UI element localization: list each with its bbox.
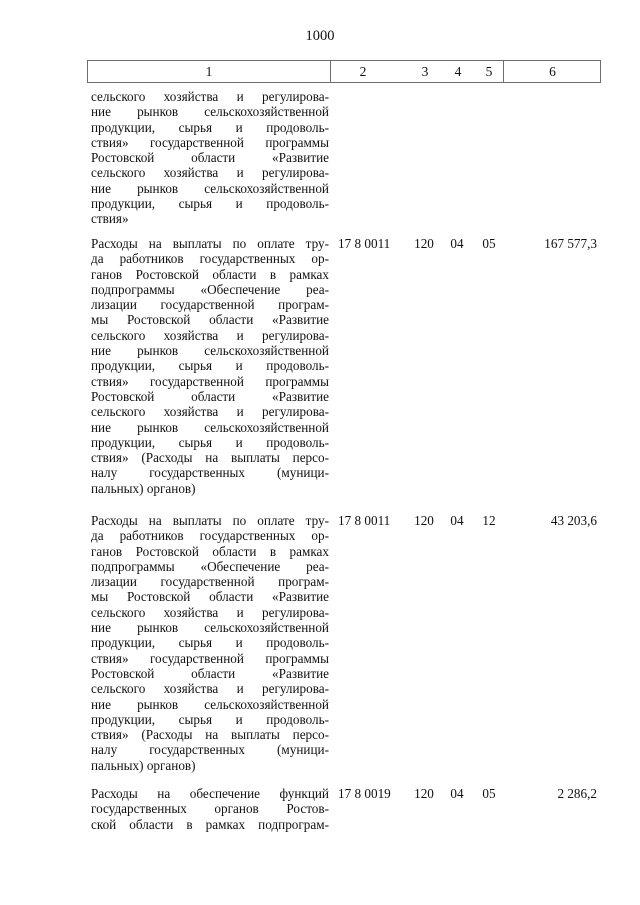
- cell-vr: 120: [414, 513, 434, 528]
- cell-rz: 04: [450, 236, 464, 251]
- description-line: лизации государственной програм-: [91, 574, 329, 590]
- cell-pr: 05: [482, 786, 496, 801]
- description-line: ние рынков сельскохозяйственной: [91, 104, 329, 120]
- description-line: продукции, сырья и продоволь-: [91, 434, 329, 450]
- description-line: ние рынков сельскохозяйственной: [91, 180, 329, 196]
- table-header: [87, 60, 601, 83]
- description-line: Ростовской области «Развитие: [91, 150, 329, 166]
- cell-code: [338, 89, 403, 104]
- description-line: ствия» (Расходы на выплаты персо-: [91, 450, 329, 466]
- cell-rz: 04: [450, 786, 464, 801]
- description-line: продукции, сырья и продоволь-: [91, 196, 329, 212]
- cell-rz: 04: [450, 513, 464, 528]
- description-line: ние рынков сельскохозяйственной: [91, 419, 329, 435]
- column-header-5: 5: [485, 64, 493, 79]
- row-description: [91, 786, 329, 832]
- cell-pr: 05: [482, 236, 496, 251]
- description-line: ствия» (Расходы на выплаты персо-: [91, 727, 329, 743]
- cell-code: 17 8 0011: [338, 236, 391, 251]
- description-line: да работников государственных ор-: [91, 528, 329, 544]
- description-line: подпрограммы «Обеспечение реа-: [91, 558, 329, 574]
- description-line: лизации государственной програм-: [91, 297, 329, 313]
- description-line: Расходы на выплаты по оплате тру-: [91, 236, 329, 251]
- cell-sum: 2 286,2: [557, 786, 597, 801]
- description-line: продукции, сырья и продоволь-: [91, 711, 329, 727]
- cell-sum: 167 577,3: [544, 236, 597, 251]
- description-line: продукции, сырья и продоволь-: [91, 358, 329, 374]
- description-line: государственных органов Ростов-: [91, 801, 329, 817]
- description-line: ствия» государственной программы: [91, 134, 329, 150]
- description-line: продукции, сырья и продоволь-: [91, 119, 329, 135]
- description-line: Расходы на обеспечение функций: [91, 786, 329, 801]
- description-line: сельского хозяйства и регулирова-: [91, 89, 329, 104]
- description-line: Ростовской области «Развитие: [91, 388, 329, 404]
- cell-vr: 120: [414, 786, 434, 801]
- cell-sum: [507, 89, 597, 104]
- description-line: ние рынков сельскохозяйственной: [91, 620, 329, 636]
- cell-pr: 12: [482, 513, 496, 528]
- row-description: [91, 513, 329, 773]
- cell-code: 17 8 0011: [338, 513, 391, 528]
- description-line: ние рынков сельскохозяйственной: [91, 343, 329, 359]
- cell-vr: [409, 89, 439, 104]
- column-header-4: 4: [454, 64, 462, 79]
- description-line: подпрограммы «Обеспечение реа-: [91, 281, 329, 297]
- description-line: да работников государственных ор-: [91, 251, 329, 267]
- cell-pr: [476, 89, 502, 104]
- description-line: Расходы на выплаты по оплате тру-: [91, 513, 329, 528]
- description-line: налу государственных (муници-: [91, 465, 329, 481]
- cell-vr: 120: [414, 236, 434, 251]
- description-line: ствия»: [91, 211, 129, 227]
- row-description: [91, 236, 329, 496]
- page-number: 1000: [305, 28, 335, 44]
- description-line: пальных) органов): [91, 757, 196, 773]
- description-line: ние рынков сельскохозяйственной: [91, 696, 329, 712]
- column-header-6: 6: [503, 61, 601, 82]
- description-line: мы Ростовской области «Развитие: [91, 589, 329, 605]
- description-line: сельского хозяйства и регулирова-: [91, 165, 329, 181]
- description-line: Ростовской области «Развитие: [91, 665, 329, 681]
- column-header-2: 2: [330, 61, 395, 82]
- description-line: сельского хозяйства и регулирова-: [91, 327, 329, 343]
- description-line: продукции, сырья и продоволь-: [91, 635, 329, 651]
- cell-sum: 43 203,6: [550, 513, 597, 528]
- description-line: мы Ростовской области «Развитие: [91, 312, 329, 328]
- description-line: сельского хозяйства и регулирова-: [91, 404, 329, 420]
- column-header-3: 3: [421, 64, 429, 79]
- description-line: ствия» государственной программы: [91, 650, 329, 666]
- cell-code: 17 8 0019: [338, 786, 391, 801]
- column-header-1: 1: [205, 64, 213, 79]
- description-line: налу государственных (муници-: [91, 742, 329, 758]
- description-line: сельского хозяйства и регулирова-: [91, 604, 329, 620]
- cell-rz: [444, 89, 470, 104]
- description-line: сельского хозяйства и регулирова-: [91, 681, 329, 697]
- description-line: ствия» государственной программы: [91, 373, 329, 389]
- description-line: ской области в рамках подпрограм-: [91, 816, 329, 832]
- description-line: ганов Ростовской области в рамках: [91, 543, 329, 559]
- row-description: [91, 89, 329, 227]
- description-line: пальных) органов): [91, 480, 196, 496]
- description-line: ганов Ростовской области в рамках: [91, 266, 329, 282]
